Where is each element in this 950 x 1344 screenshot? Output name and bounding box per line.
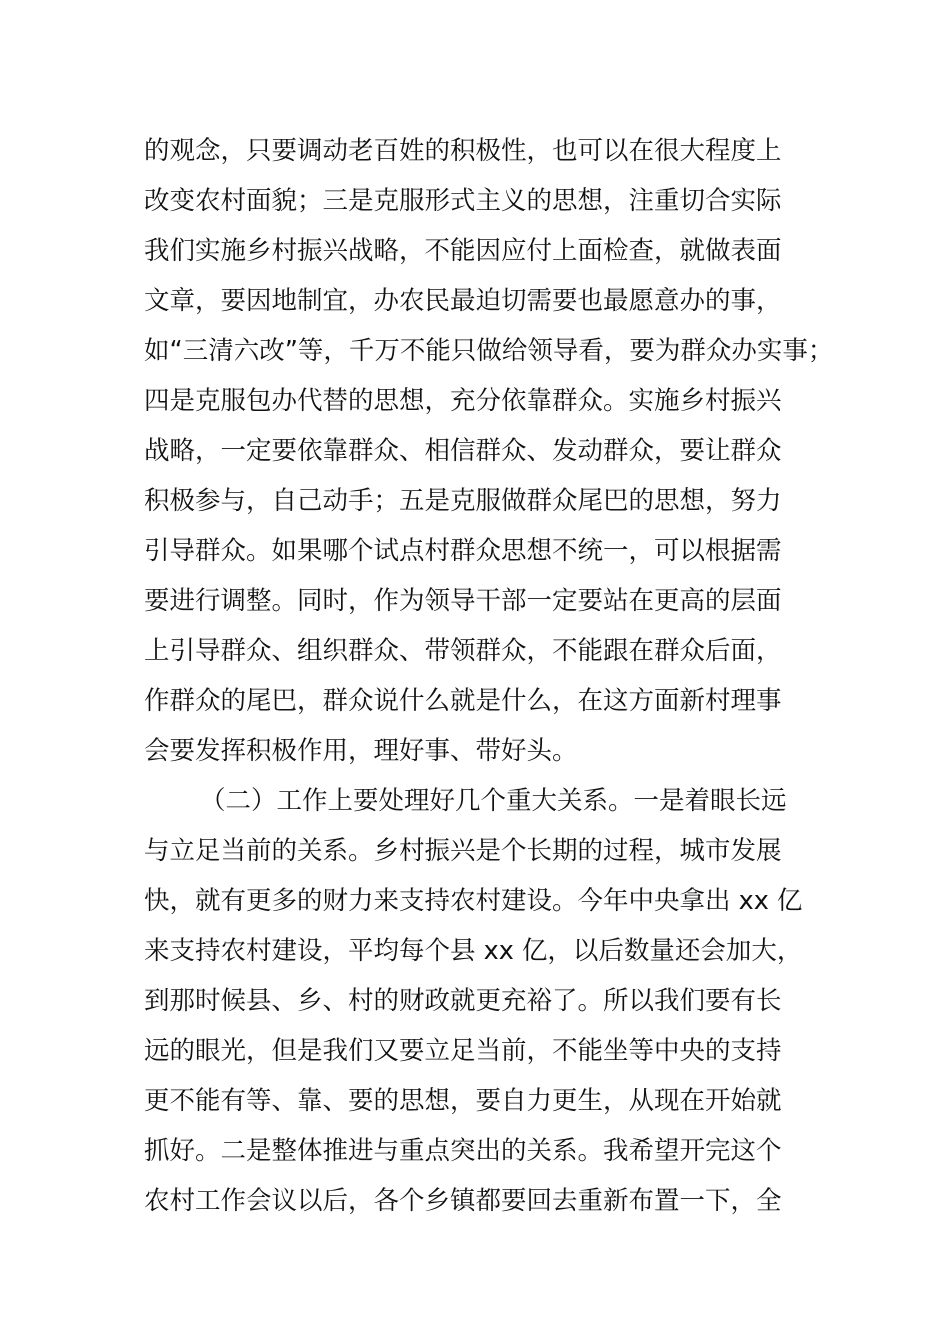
text-line: 要进行调整。同时，作为领导干部一定要站在更高的层面 bbox=[144, 586, 782, 616]
text-line: 我们实施乡村振兴战略，不能因应付上面检查，就做表面 bbox=[144, 236, 782, 266]
paragraph-start-line: （二）工作上要处理好几个重大关系。一是着眼长远 bbox=[200, 786, 787, 816]
text-line: 改变农村面貌；三是克服形式主义的思想，注重切合实际 bbox=[144, 186, 782, 216]
body-text bbox=[144, 126, 844, 1226]
text-line: 上引导群众、组织群众、带领群众，不能跟在群众后面， bbox=[144, 636, 782, 666]
text-line: 积极参与，自己动手；五是克服做群众尾巴的思想，努力 bbox=[144, 486, 782, 516]
text-line: 文章，要因地制宜，办农民最迫切需要也最愿意办的事， bbox=[144, 286, 782, 316]
text-line: 快，就有更多的财力来支持农村建设。今年中央拿出 xx 亿 bbox=[144, 886, 803, 916]
text-line: 引导群众。如果哪个试点村群众思想不统一，可以根据需 bbox=[144, 536, 782, 566]
text-line: 的观念，只要调动老百姓的积极性，也可以在很大程度上 bbox=[144, 136, 782, 166]
text-line: 抓好。二是整体推进与重点突出的关系。我希望开完这个 bbox=[144, 1136, 782, 1166]
text-line: 战略，一定要依靠群众、相信群众、发动群众，要让群众 bbox=[144, 436, 782, 466]
text-line: 到那时候县、乡、村的财政就更充裕了。所以我们要有长 bbox=[144, 986, 782, 1016]
text-line: 作群众的尾巴，群众说什么就是什么，在这方面新村理事 bbox=[144, 686, 782, 716]
text-line: 与立足当前的关系。乡村振兴是个长期的过程，城市发展 bbox=[144, 836, 782, 866]
text-line: 会要发挥积极作用，理好事、带好头。 bbox=[144, 736, 578, 766]
text-line: 如“三清六改”等，千万不能只做给领导看，要为群众办实事； bbox=[144, 336, 834, 366]
text-line: 来支持农村建设，平均每个县 xx 亿，以后数量还会加大， bbox=[144, 936, 803, 966]
text-line: 四是克服包办代替的思想，充分依靠群众。实施乡村振兴 bbox=[144, 386, 782, 416]
text-line: 远的眼光，但是我们又要立足当前，不能坐等中央的支持 bbox=[144, 1036, 782, 1066]
text-line: 更不能有等、靠、要的思想，要自力更生，从现在开始就 bbox=[144, 1086, 782, 1116]
text-line: 农村工作会议以后，各个乡镇都要回去重新布置一下，全 bbox=[144, 1186, 782, 1216]
